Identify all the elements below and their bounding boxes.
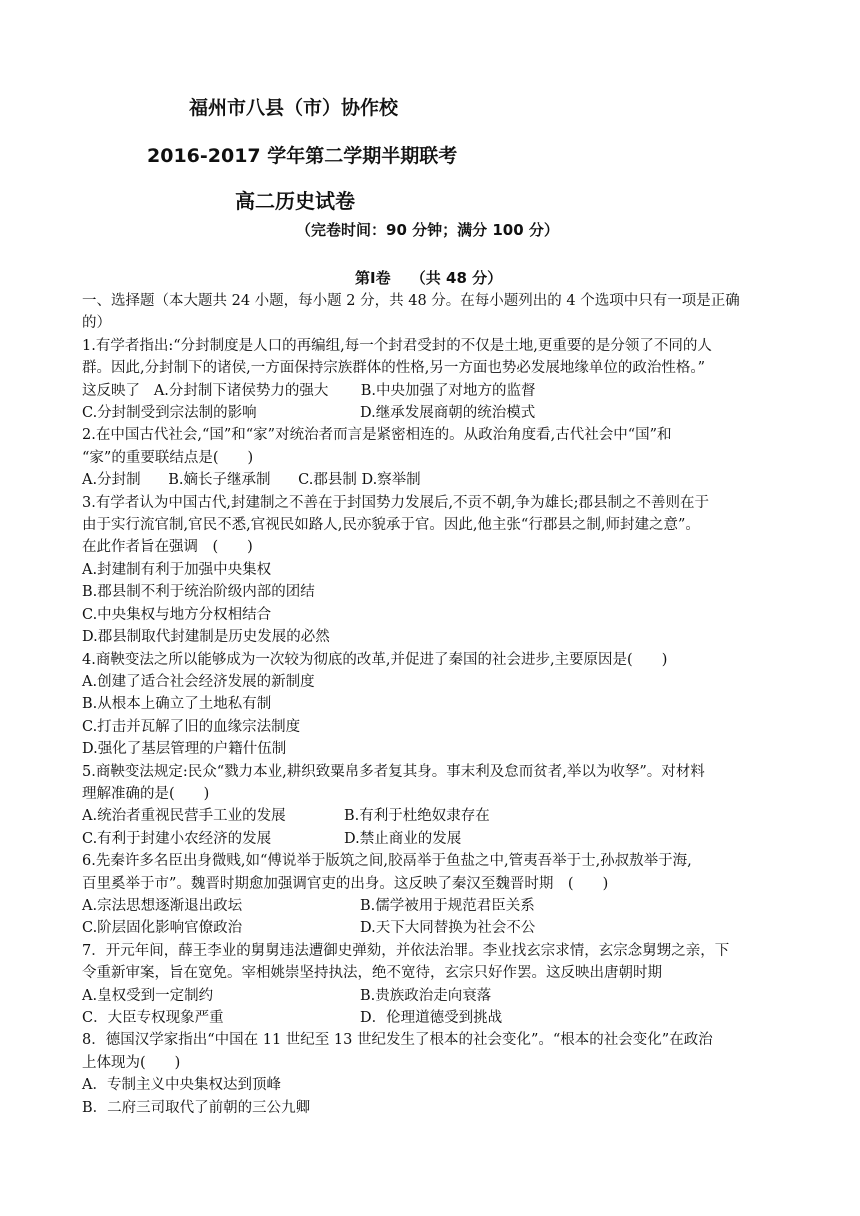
question-7-options-ab [82, 985, 794, 1007]
section-instructions: 一、选择题（本大题共 24 小题，每小题 2 分，共 48 分。在每小题列出的 4 个选项中只有一项是正确 [82, 293, 740, 309]
option-4c: C.打击并瓦解了旧的血缘宗法制度 [82, 718, 301, 735]
volume-title: 第Ⅰ卷 （共 48 分） [355, 269, 503, 287]
option-3c: C.中央集权与地方分权相结合 [82, 606, 272, 623]
question-5-options-cd [82, 828, 794, 850]
question-5-stem-cont: 理解准确的是( ) [82, 785, 210, 802]
option-6b: B.儒学被用于规范君臣关系 [360, 897, 535, 914]
option-8b: B．二府三司取代了前朝的三公九卿 [82, 1099, 311, 1116]
option-7c: C．大臣专权现象严重 [82, 1010, 224, 1026]
exam-body [82, 290, 794, 1119]
question-5-options-ab [82, 805, 794, 827]
question-8-stem: 8．德国汉学家指出“中国在 11 世纪至 13 世纪发生了根本的社会变化”。“根本的社会变化”在政治 [82, 1032, 713, 1049]
option-3d: D.郡县制取代封建制是历史发展的必然 [82, 629, 330, 646]
option-1d: D.继承发展商朝的统治模式 [360, 405, 536, 422]
question-6-stem: 6.先秦许多名臣出身微贱,如“傅说举于版筑之间,胶鬲举于鱼盐之中,管夷吾举于士,孙叔敖举于海, [82, 853, 692, 870]
question-3-stem: 3.有学者认为中国古代,封建制之不善在于封国势力发展后,不贡不朝,争为雄长;郡县制之不善则在于 [82, 494, 710, 511]
option-6a: A.宗法思想逐渐退出政坛 [82, 897, 243, 914]
question-3-stem-cont: 由于实行流官制,官民不悉,官视民如路人,民亦貌承于官。因此,他主张“行郡县之制,师封建之意”。 [82, 517, 700, 534]
question-3-stem-end: 在此作者旨在强调 ( ) [82, 539, 253, 556]
question-4-stem: 4.商鞅变法之所以能够成为一次较为彻底的改革,并促进了秦国的社会进步,主要原因是( ) [82, 651, 668, 668]
question-2-stem-cont: “家”的重要联结点是( ) [82, 449, 254, 466]
option-2b: B.嫡长子继承制 [168, 472, 271, 489]
option-3b: B.郡县制不利于统治阶级内部的团结 [82, 584, 315, 601]
question-5-stem: 5.商鞅变法规定:民众“戮力本业,耕织致粟帛多者复其身。事末利及怠而贫者,举以为收孥”。对材料 [82, 763, 705, 780]
term-title: 2016-2017 学年第二学期半期联考 [147, 145, 458, 167]
option-2a: A.分封制 [82, 472, 141, 489]
question-7-stem: 7．开元年间，薛王李业的舅舅违法遭御史弹劾，并依法治罪。李业找玄宗求情，玄宗念舅甥之亲，下 [82, 942, 730, 959]
option-7a: A.皇权受到一定制约 [82, 987, 214, 1004]
option-4b: B.从根本上确立了土地私有制 [82, 696, 272, 713]
question-1-stem-tail: 这反映了 [82, 382, 140, 399]
option-7d: D．伦理道德受到挑战 [360, 1010, 503, 1026]
option-5b: B.有利于杜绝奴隶存在 [344, 808, 490, 825]
question-6-options-ab [82, 895, 794, 917]
option-7b: B.贵族政治走向衰落 [360, 987, 492, 1004]
section-instructions-cont: 的） [82, 315, 111, 332]
option-4a: A.创建了适合社会经济发展的新制度 [82, 673, 315, 690]
subject-title: 高二历史试卷 [235, 189, 355, 213]
option-2d: D.察举制 [361, 472, 421, 489]
option-5c: C.有利于封建小农经济的发展 [82, 830, 272, 847]
question-1-options [82, 402, 794, 424]
question-7-options-cd [82, 1007, 794, 1029]
option-6d: D.天下大同替换为社会不公 [360, 920, 536, 937]
option-4d: D.强化了基层管理的户籍什伍制 [82, 741, 287, 758]
question-6-options-cd [82, 917, 794, 939]
exam-info: （完卷时间：90 分钟；满分 100 分） [296, 221, 559, 239]
option-5d: D.禁止商业的发展 [344, 830, 462, 847]
question-1-stem-cont: 群。因此,分封制下的诸侯,一方面保持宗族群体的性格,另一方面也势必发展地缘单位的政治性格。” [82, 360, 705, 377]
question-1-stem-end [82, 380, 794, 402]
school-title: 福州市八县（市）协作校 [189, 97, 399, 119]
question-2-options [82, 469, 794, 491]
option-1b: B.中央加强了对地方的监督 [360, 382, 536, 399]
option-5a: A.统治者重视民营手工业的发展 [82, 808, 286, 825]
option-3a: A.封建制有利于加强中央集权 [82, 561, 272, 578]
option-8a: A．专制主义中央集权达到顶峰 [82, 1077, 281, 1094]
question-6-stem-cont: 百里奚举于市”。魏晋时期愈加强调官吏的出身。这反映了秦汉至魏晋时期 ( ) [82, 875, 609, 892]
question-8-stem-cont: 上体现为( ) [82, 1054, 181, 1071]
question-2-stem: 2.在中国古代社会,“国”和“家”对统治者而言是紧密相连的。从政治角度看,古代社会中“国”和 [82, 427, 672, 444]
option-1c: C.分封制受到宗法制的影响 [82, 405, 257, 422]
question-7-stem-cont: 令重新审案，旨在宽免。宰相姚崇坚持执法，绝不宽待，玄宗只好作罢。这反映出唐朝时期 [82, 965, 662, 982]
question-1-stem: 1.有学者指出:“分封制度是人口的再编组,每一个封君受封的不仅是土地,更重要的是分领了不同的人 [82, 337, 712, 354]
option-1a: A.分封制下诸侯势力的强大 [153, 382, 329, 399]
option-6c: C.阶层固化影响官僚政治 [82, 920, 243, 937]
option-2c: C.郡县制 [298, 472, 357, 489]
